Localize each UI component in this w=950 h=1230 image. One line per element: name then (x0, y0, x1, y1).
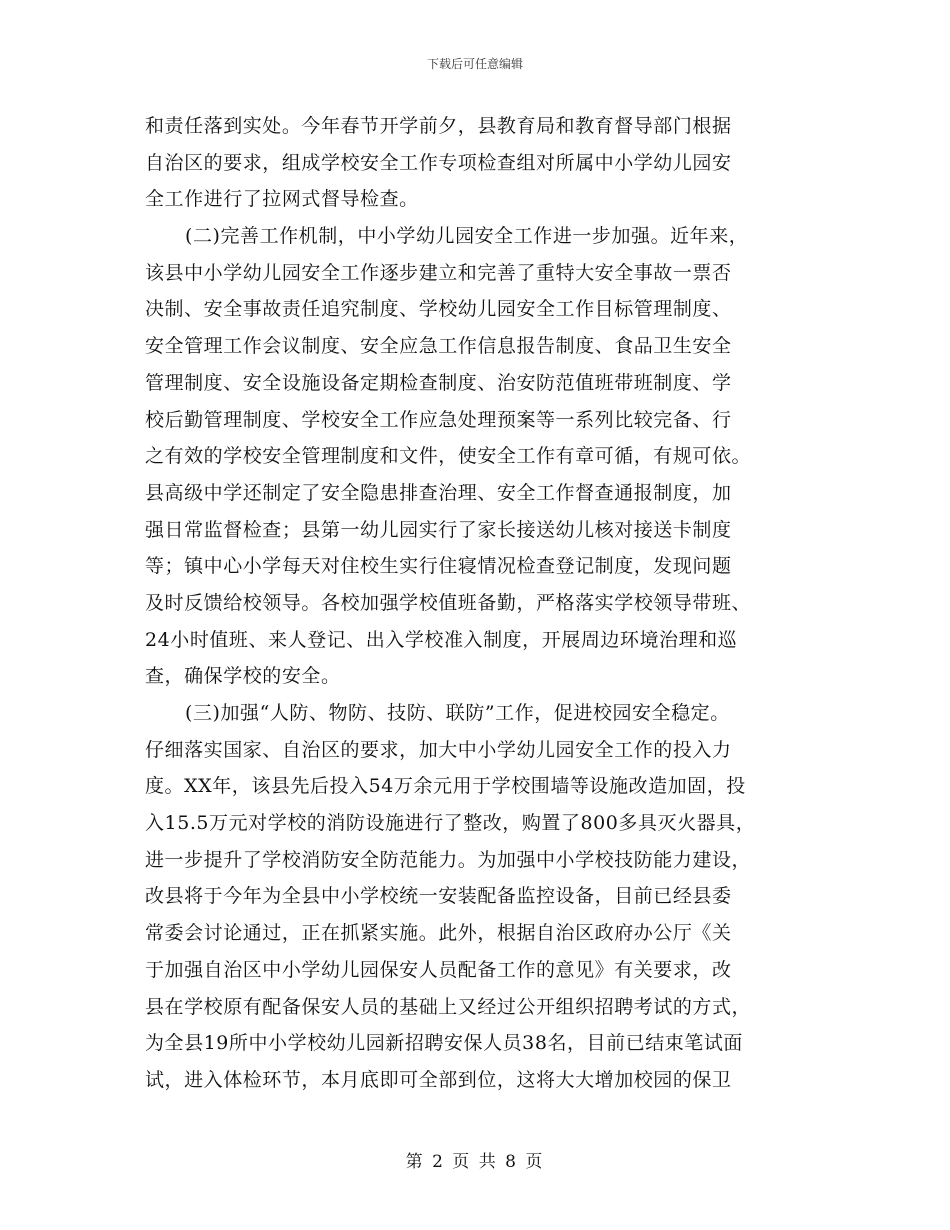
text-line: 为全县19所中小学校幼儿园新招聘安保人员38名，目前已结束笔试面 (145, 1032, 743, 1055)
text-line: 入15.5万元对学校的消防设施进行了整改，购置了800多具灭火器具， (145, 812, 756, 835)
text-line: 进一步提升了学校消防安全防范能力。为加强中小学校技防能力建设， (145, 848, 752, 871)
text-line: 仔细落实国家、自治区的要求，加大中小学幼儿园安全工作的投入力 (145, 738, 732, 761)
text-line: 该县中小学幼儿园安全工作逐步建立和完善了重特大安全事故一票否 (145, 261, 732, 284)
text-line: 等；镇中心小学每天对住校生实行住寝情况检查登记制度，发现问题 (145, 555, 732, 578)
text-line: 县高级中学还制定了安全隐患排查治理、安全工作督查通报制度，加 (145, 481, 732, 504)
text-line: 和责任落到实处。今年春节开学前夕，县教育局和教育督导部门根据 (145, 115, 732, 137)
page-header: 下载后可任意编辑 (426, 57, 523, 71)
section-heading-line: (二)完善工作机制，中小学幼儿园安全工作进一步加强。近年来， (185, 225, 749, 248)
text-line: 试，进入体检环节，本月底即可全部到位，这将大大增加校园的保卫 (145, 1068, 732, 1091)
text-line: 自治区的要求，组成学校安全工作专项检查组对所属中小学幼儿园安 (145, 151, 732, 174)
text-line: 全工作进行了拉网式督导检查。 (145, 188, 419, 211)
section-heading-line: (三)加强“人防、物防、技防、联防”工作，促进校园安全稳定。 (185, 702, 730, 724)
text-line: 决制、安全事故责任追究制度、学校幼儿园安全工作目标管理制度、 (145, 298, 732, 321)
document-body (145, 108, 810, 1099)
text-line: 及时反馈给校领导。各校加强学校值班备勤，严格落实学校领导带班、 (145, 591, 752, 614)
text-line: 于加强自治区中小学幼儿园保安人员配备工作的意见》有关要求，改 (145, 958, 732, 981)
text-line: 度。XX年，该县先后投入54万余元用于学校围墙等设施改造加固，投 (145, 775, 746, 798)
text-line: 查，确保学校的安全。 (145, 665, 341, 688)
text-line: 管理制度、安全设施设备定期检查制度、治安防范值班带班制度、学 (145, 371, 732, 394)
text-line: 校后勤管理制度、学校安全工作应急处理预案等一系列比较完备、行 (145, 408, 732, 431)
text-line: 常委会讨论通过，正在抓紧实施。此外，根据自治区政府办公厅《关 (145, 922, 732, 945)
page-footer: 第 2 页 共 8 页 (405, 1152, 545, 1172)
text-line: 改县将于今年为全县中小学校统一安装配备监控设备，目前已经县委 (145, 885, 732, 908)
text-line: 之有效的学校安全管理制度和文件，使安全工作有章可循，有规可依。 (145, 445, 752, 468)
text-line: 县在学校原有配备保安人员的基础上又经过公开组织招聘考试的方式， (145, 995, 752, 1018)
text-line: 强日常监督检查；县第一幼儿园实行了家长接送幼儿核对接送卡制度 (145, 518, 732, 541)
text-line: 24小时值班、来人登记、出入学校准入制度，开展周边环境治理和巡 (145, 628, 738, 651)
text-line: 安全管理工作会议制度、安全应急工作信息报告制度、食品卫生安全 (145, 335, 732, 358)
